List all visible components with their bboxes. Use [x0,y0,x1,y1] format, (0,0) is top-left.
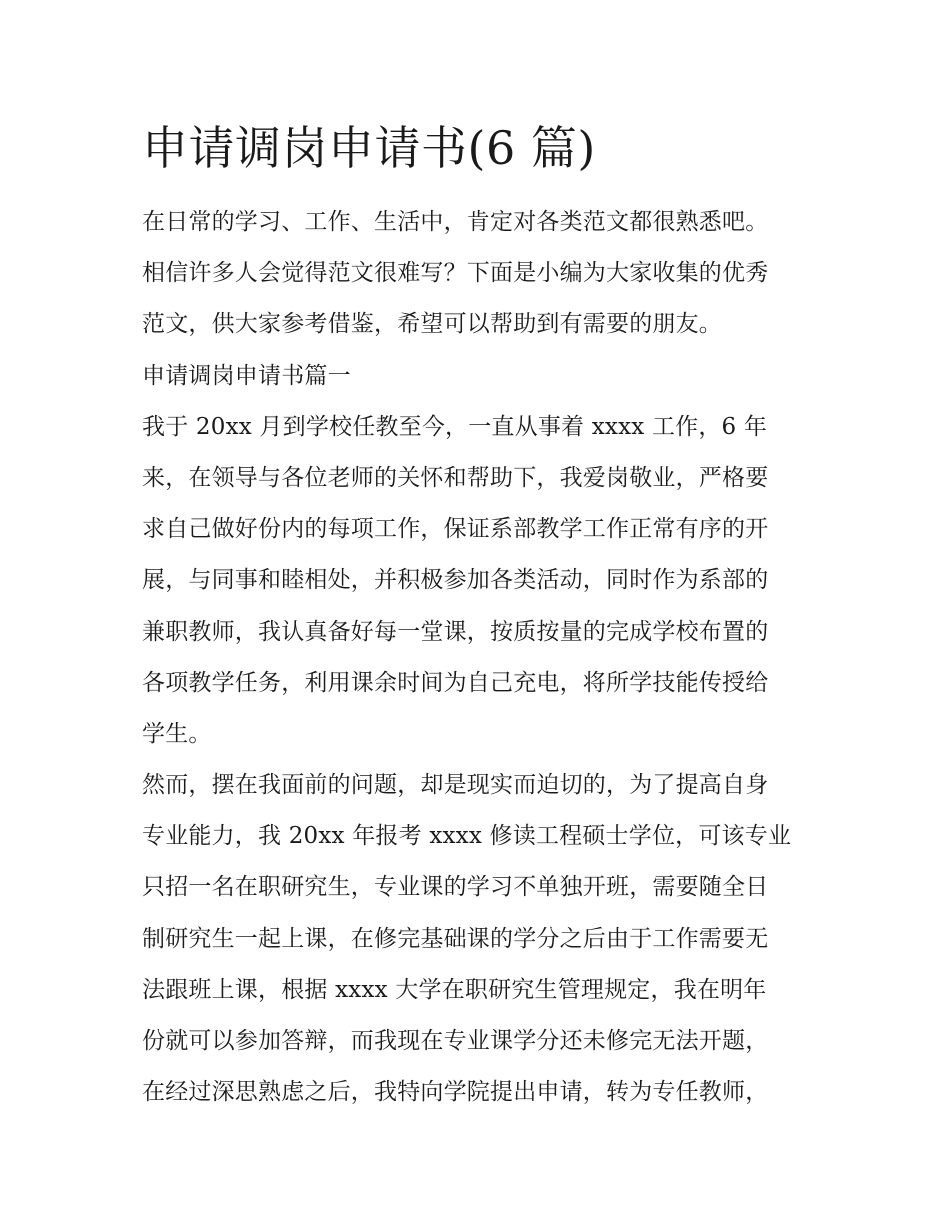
body-line: 各项教学任务，利用课余时间为自己充电，将所学技能传授给 [142,669,769,696]
body-line: 相信许多人会觉得范文很难写？下面是小编为大家收集的优秀 [142,260,769,287]
document-body [142,197,822,1118]
section-heading: 申请调岗申请书篇一 [142,362,351,389]
body-line: 兼职教师，我认真备好每一堂课，按质按量的完成学校布置的 [142,618,769,645]
body-line: 只招一名在职研究生，专业课的学习不单独开班，需要随全日 [142,874,769,901]
body-line: 求自己做好份内的每项工作，保证系部教学工作正常有序的开 [142,516,769,543]
body-line: 份就可以参加答辩，而我现在专业课学分还未修完无法开题， [142,1028,769,1054]
body-line: 范文，供大家参考借鉴，希望可以帮助到有需要的朋友。 [142,311,722,338]
body-line: 专业能力，我 20xx 年报考 xxxx 修读工程硕士学位，可该专业 [142,823,792,850]
body-line: 展，与同事和睦相处，并积极参加各类活动，同时作为系部的 [142,567,769,594]
body-line: 来，在领导与各位老师的关怀和帮助下，我爱岗敬业，严格要 [142,464,769,491]
body-line: 我于 20xx 月到学校任教至今，一直从事着 xxxx 工作，6 年 [142,413,768,440]
body-line: 然而，摆在我面前的问题，却是现实而迫切的，为了提高自身 [142,772,769,799]
document-title: 申请调岗申请书(6 篇) [142,121,596,175]
body-line: 制研究生一起上课，在修完基础课的学分之后由于工作需要无 [142,925,769,952]
body-line: 法跟班上课，根据 xxxx 大学在职研究生管理规定，我在明年 [142,976,767,1003]
body-line: 在日常的学习、工作、生活中，肯定对各类范文都很熟悉吧。 [142,209,769,235]
body-line: 在经过深思熟虑之后，我特向学院提出申请，转为专任教师， [142,1079,769,1106]
body-line: 学生。 [142,720,212,747]
